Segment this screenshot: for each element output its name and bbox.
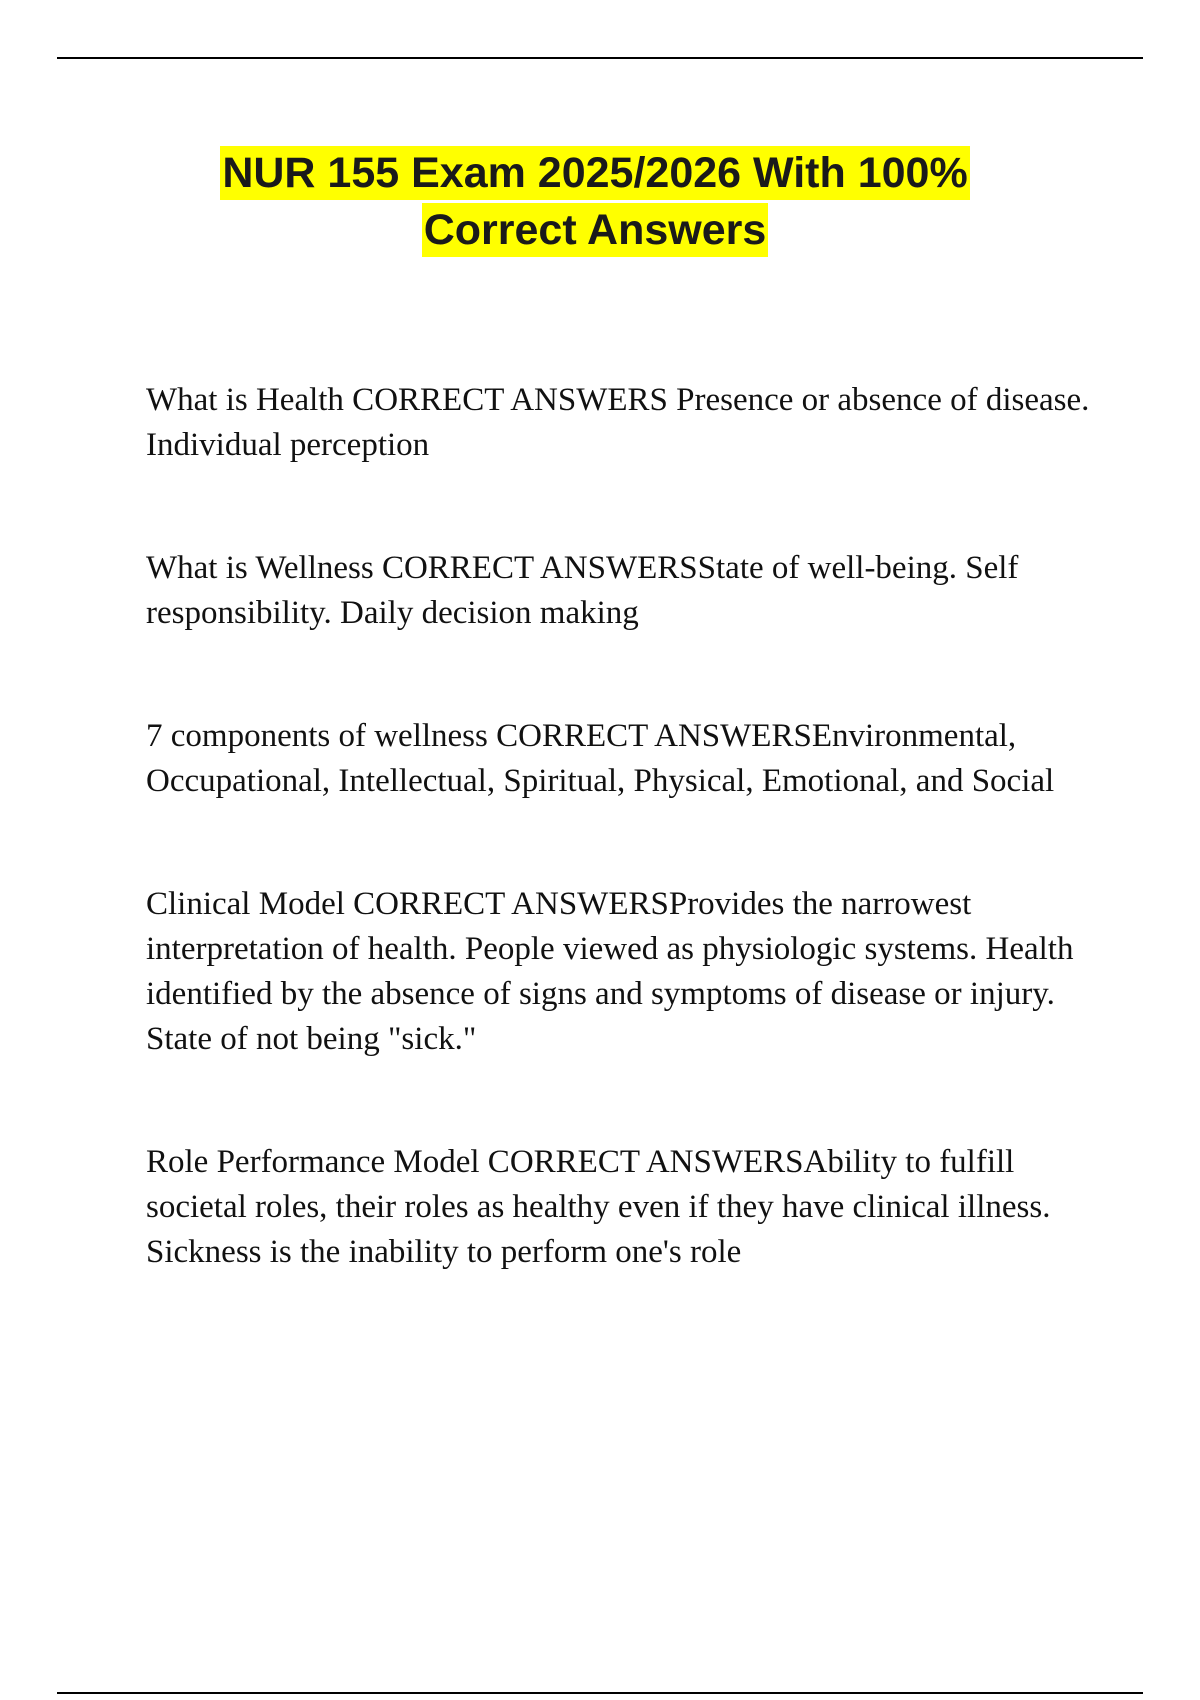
qa-item-clinical-model: Clinical Model CORRECT ANSWERSProvides the narrowest interpretation of health. People viewed as physiologic systems. Health identified by the absence of signs and symptoms of disease or injury. State of not being "sick." (146, 886, 1074, 1057)
title-line-2: Correct Answers (422, 203, 769, 257)
qa-list (146, 378, 1096, 1275)
top-rule (57, 57, 1143, 59)
page-title (140, 145, 1050, 259)
qa-item-health: What is Health CORRECT ANSWERS Presence or absence of disease. Individual perception (146, 382, 1090, 463)
bottom-rule (57, 1692, 1143, 1694)
qa-item-wellness: What is Wellness CORRECT ANSWERSState of well-being. Self responsibility. Daily decision making (146, 550, 1019, 631)
title-line-1: NUR 155 Exam 2025/2026 With 100% (220, 146, 969, 200)
qa-item-wellness-components: 7 components of wellness CORRECT ANSWERSEnvironmental, Occupational, Intellectual, Spiritual, Physical, Emotional, and Social (146, 718, 1055, 799)
qa-item-role-performance-model: Role Performance Model CORRECT ANSWERSAbility to fulfill societal roles, their roles as healthy even if they have clinical illness. Sickness is the inability to perform one's role (146, 1144, 1051, 1270)
